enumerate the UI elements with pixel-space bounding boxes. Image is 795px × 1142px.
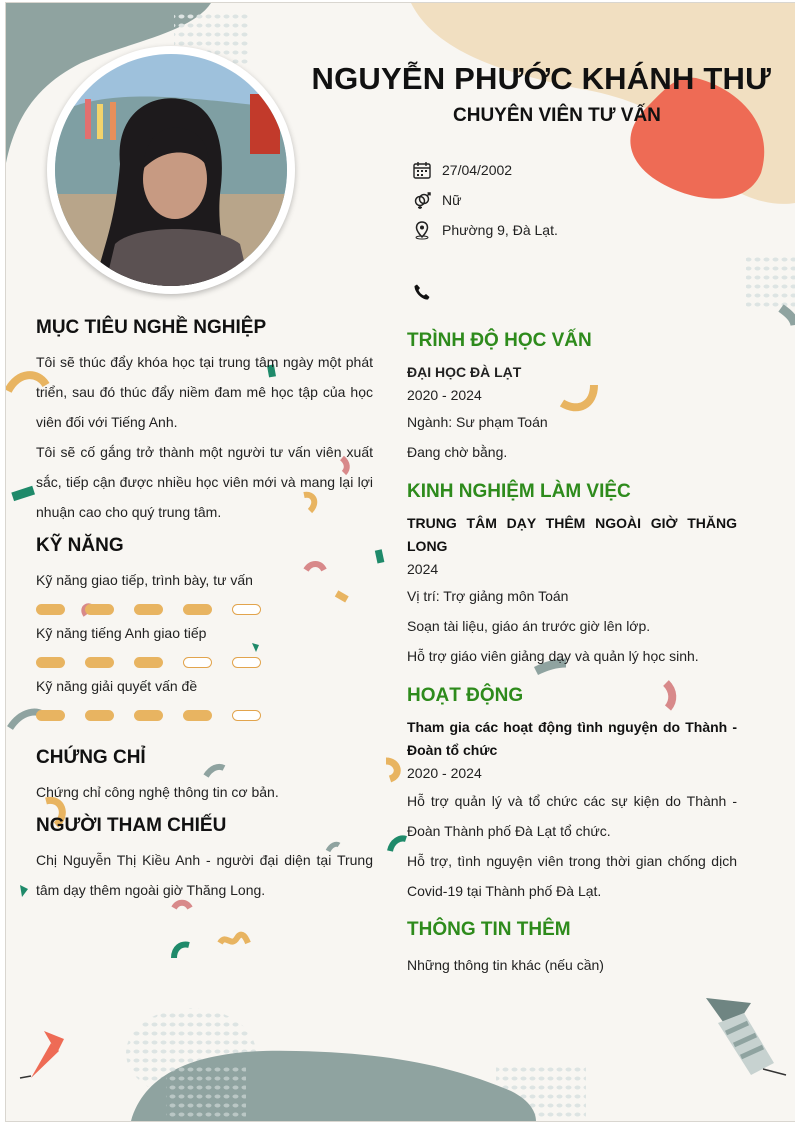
skill-dot-filled <box>85 710 114 721</box>
experience-position: Vị trí: Trợ giảng môn Toán <box>407 588 569 604</box>
experience-company: TRUNG TÂM DẠY THÊM NGOÀI GIỜ THĂNG LONG <box>407 515 737 554</box>
location-pin-icon <box>412 220 432 240</box>
skill-dot-filled <box>134 604 163 615</box>
skill-dot-empty <box>232 657 261 668</box>
activity-detail: Hỗ trợ, tình nguyện viên trong thời gian chống dịch Covid-19 tại Thành phố Đà Lạt. <box>407 853 737 899</box>
experience-year: 2024 <box>407 561 439 577</box>
experience-duty: Soạn tài liệu, giáo án trước giờ lên lớp. <box>407 618 651 634</box>
skill-dot-filled <box>36 710 65 721</box>
gender-icon <box>412 190 432 210</box>
activity-name: Tham gia các hoạt động tình nguyện do Thành - Đoàn tổ chức <box>407 719 737 758</box>
skill-name: Kỹ năng tiếng Anh giao tiếp <box>36 625 207 641</box>
education-status: Đang chờ bằng. <box>407 444 508 460</box>
references-heading: NGƯỜI THAM CHIẾU <box>36 815 227 836</box>
certificates-text: Chứng chỉ công nghệ thông tin cơ bản. <box>36 784 279 800</box>
skill-dot-filled <box>36 657 65 668</box>
education-heading: TRÌNH ĐỘ HỌC VẤN <box>407 330 592 351</box>
rocket-icon-left <box>20 1031 64 1078</box>
skill-rating <box>36 604 281 618</box>
additional-info-heading: THÔNG TIN THÊM <box>407 919 571 940</box>
phone-row <box>412 281 442 303</box>
cv-page <box>5 2 795 1122</box>
education-major: Ngành: Sư phạm Toán <box>407 414 548 430</box>
experience-duty: Hỗ trợ giáo viên giảng dạy và quản lý học sinh. <box>407 648 699 664</box>
dot-pattern <box>746 253 795 308</box>
experience-heading: KINH NGHIỆM LÀM VIỆC <box>407 481 631 502</box>
additional-info-text: Những thông tin khác (nếu cần) <box>407 957 604 973</box>
skill-dot-filled <box>85 604 114 615</box>
certificates-heading: CHỨNG CHỈ <box>36 747 146 768</box>
address-text: Phường 9, Đà Lạt. <box>442 222 558 238</box>
skill-dot-empty <box>183 657 212 668</box>
address-row <box>412 219 558 241</box>
activities-heading: HOẠT ĐỘNG <box>407 685 524 706</box>
skill-dot-filled <box>36 604 65 615</box>
calendar-icon <box>412 160 432 180</box>
gender-row <box>412 189 461 211</box>
objective-paragraph-1: Tôi sẽ thúc đẩy khóa học tại trung tâm ngày một phát triển, sau đó thúc đẩy niềm đam mê học tập của học viên đối với Tiếng Anh. <box>36 354 373 430</box>
skill-dot-filled <box>183 710 212 721</box>
skill-dot-filled <box>134 710 163 721</box>
references-text: Chị Nguyễn Thị Kiều Anh - người đại diện tại Trung tâm dạy thêm ngoài giờ Thăng Long. <box>36 852 373 898</box>
skills-heading: KỸ NĂNG <box>36 535 124 556</box>
skill-dot-empty <box>232 604 261 615</box>
skill-dot-filled <box>85 657 114 668</box>
skill-rating <box>36 657 281 671</box>
activity-years: 2020 - 2024 <box>407 765 482 781</box>
activity-detail: Hỗ trợ quản lý và tổ chức các sự kiện do Thành - Đoàn Thành phố Đà Lạt tổ chức. <box>407 793 737 839</box>
skill-name: Kỹ năng giao tiếp, trình bày, tư vấn <box>36 572 253 588</box>
objective-paragraph-2: Tôi sẽ cố gắng trở thành một người tư vấn viên xuất sắc, tiếp cận được nhiều học viên mới và mang lại lợi nhuận cao cho quý trung tâm. <box>36 444 373 520</box>
birthday-text: 27/04/2002 <box>442 162 513 178</box>
gender-text: Nữ <box>442 192 462 208</box>
skill-dot-empty <box>232 710 261 721</box>
firework-icon-right <box>706 998 786 1075</box>
education-years: 2020 - 2024 <box>407 387 482 403</box>
birthday-row <box>412 159 512 181</box>
skill-name: Kỹ năng giải quyết vấn đề <box>36 678 198 694</box>
skill-dot-filled <box>183 604 212 615</box>
phone-icon <box>412 282 432 302</box>
skill-rating <box>36 710 281 724</box>
candidate-name: NGUYỄN PHƯỚC KHÁNH THƯ <box>311 61 771 96</box>
objective-heading: MỤC TIÊU NGHỀ NGHIỆP <box>36 317 267 338</box>
profile-photo <box>55 54 287 286</box>
education-school: ĐẠI HỌC ĐÀ LẠT <box>407 364 522 380</box>
skill-dot-filled <box>134 657 163 668</box>
job-title: CHUYÊN VIÊN TƯ VẤN <box>453 105 661 126</box>
avatar <box>47 46 295 294</box>
